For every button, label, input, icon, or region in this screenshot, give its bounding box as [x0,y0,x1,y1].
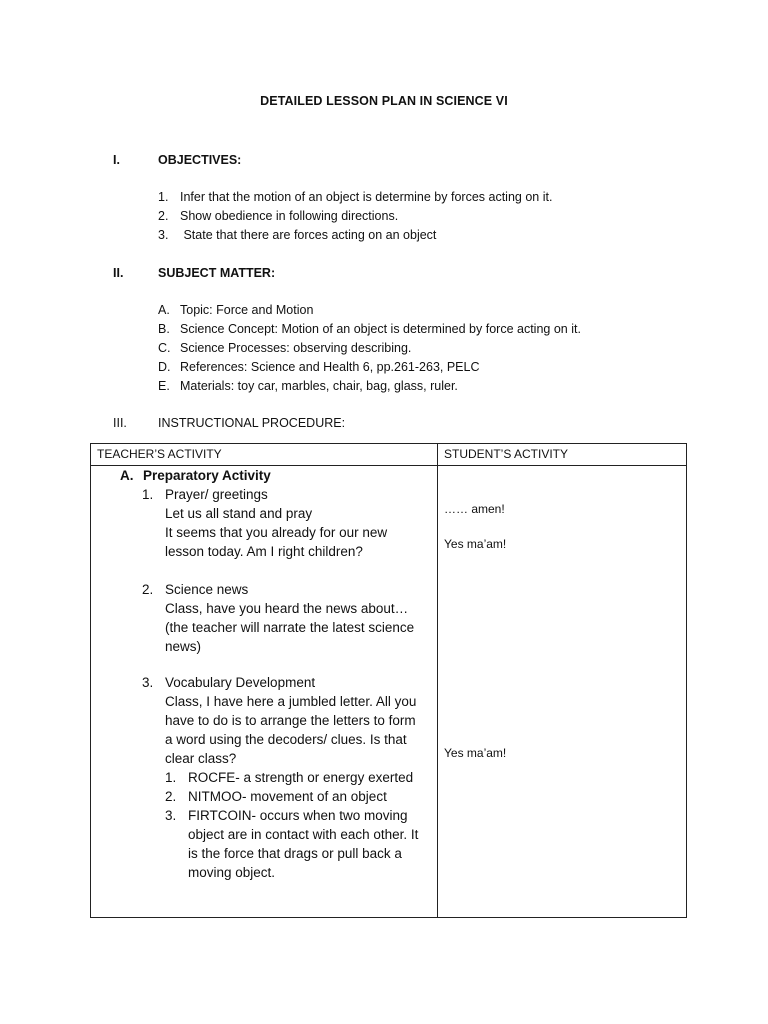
section-number-subject-matter: II. [113,266,124,280]
vocab-line: ROCFE- a strength or energy exerted [188,770,414,785]
teacher-line: a word using the decoders/ clues. Is that [165,732,407,747]
list-item: 3. State that there are forces acting on an object [158,228,437,242]
section-a-title: Preparatory Activity [143,468,271,483]
list-item: 1. Infer that the motion of an object is determine by forces acting on it. [158,190,553,204]
vocab-marker: 2. [165,789,177,804]
vocab-line: is the force that drags or pull back a [188,846,402,861]
list-item: A. Topic: Force and Motion [158,303,314,317]
teacher-line: Let us all stand and pray [165,506,313,521]
student-response: Yes ma’am! [444,537,507,551]
item-marker: 2. [142,582,154,597]
section-number-objectives: I. [113,153,120,167]
item-title: Science news [165,582,249,597]
item-marker: 3. [142,675,154,690]
teacher-line: lesson today. Am I right children? [165,544,363,559]
list-item: 2. Show obedience in following directions. [158,209,399,223]
teacher-line: It seems that you already for our new [165,525,388,540]
teacher-line: clear class? [165,751,237,766]
student-response: Yes ma’am! [444,746,507,760]
teacher-line: news) [165,639,202,654]
section-title-subject-matter: SUBJECT MATTER: [158,266,276,280]
vocab-marker: 1. [165,770,177,785]
student-response: …… amen! [444,502,505,516]
list-item: B. Science Concept: Motion of an object is determined by force acting on it. [158,322,581,336]
vocab-line: moving object. [188,865,276,880]
vocab-line: FIRTCOIN- occurs when two moving [188,808,408,823]
column-divider [437,444,438,917]
section-title-objectives: OBJECTIVES: [158,153,242,167]
teacher-line: have to do is to arrange the letters to form [165,713,416,728]
teacher-activity-header: TEACHER’S ACTIVITY [97,447,222,461]
section-title-procedure: INSTRUCTIONAL PROCEDURE: [158,416,346,430]
header-divider [91,465,686,466]
list-item: E. Materials: toy car, marbles, chair, bag, glass, ruler. [158,379,458,393]
item-title: Vocabulary Development [165,675,316,690]
document-title: DETAILED LESSON PLAN IN SCIENCE VI [260,94,508,108]
vocab-marker: 3. [165,808,177,823]
teacher-line: (the teacher will narrate the latest science [165,620,415,635]
student-activity-header: STUDENT’S ACTIVITY [444,447,569,461]
vocab-line: NITMOO- movement of an object [188,789,387,804]
item-marker: 1. [142,487,154,502]
section-a-marker: A. [120,468,134,483]
item-title: Prayer/ greetings [165,487,268,502]
list-item: D. References: Science and Health 6, pp.261-263, PELC [158,360,480,374]
teacher-line: Class, I have here a jumbled letter. All you [165,694,417,709]
teacher-line: Class, have you heard the news about… [165,601,409,616]
section-number-procedure: III. [113,416,127,430]
list-item: C. Science Processes: observing describing. [158,341,412,355]
vocab-line: object are in contact with each other. It [188,827,419,842]
activity-table [90,443,687,918]
